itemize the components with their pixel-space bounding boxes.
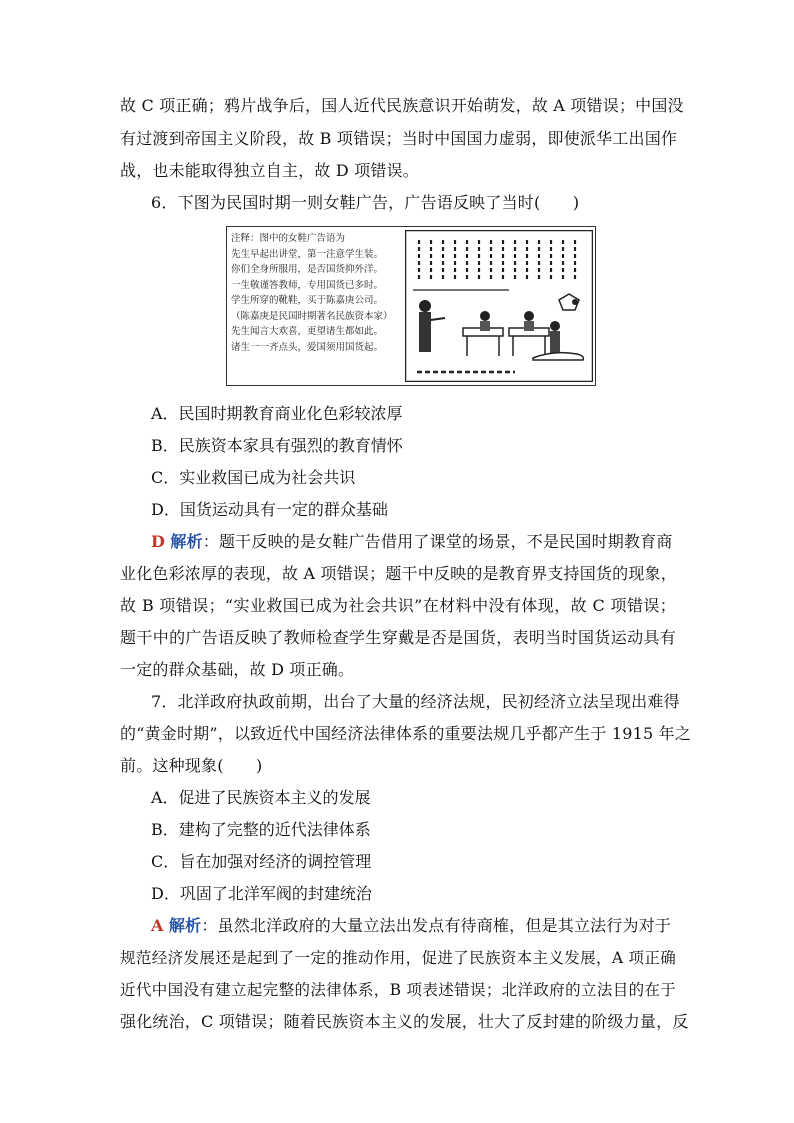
- analysis-line: 故 B 项错误；“实业救国已成为社会共识”在材料中没有体现，故 C 项错误；: [120, 596, 676, 615]
- intro-line: 故 C 项正确；鸦片战争后，国人近代民族意识开始萌发，故 A 项错误；中国没: [120, 96, 684, 115]
- analysis-text: ：虽然北洋政府的大量立法出发点有待商榷，但是其立法行为对于: [201, 916, 672, 935]
- question-6-option-d: D．国货运动具有一定的群众基础: [151, 500, 388, 519]
- question-7-option-a: A．促进了民族资本主义的发展: [151, 788, 371, 807]
- analysis-line: 规范经济发展还是起到了一定的推动作用，促进了民族资本主义发展，A 项正确: [120, 949, 676, 967]
- analysis-text: ：题干反映的是女鞋广告借用了课堂的场景，不是民国时期教育商: [202, 532, 673, 551]
- shoe-advertisement-figure: [226, 226, 596, 386]
- question-7-option-c: C．旨在加强对经济的调控管理: [151, 852, 372, 871]
- figure-note-line: 你们全身所服用，是否国货抑外洋。: [231, 264, 384, 275]
- question-6-option-b: B．民族资本家具有强烈的教育情怀: [151, 436, 403, 455]
- question-7-analysis-first-line: [151, 916, 676, 936]
- figure-note-line: 诸生一一齐点头，爱国须用国货起。: [231, 341, 384, 353]
- question-6-stem: 6．下图为民国时期一则女鞋广告，广告语反映了当时( ): [151, 193, 580, 212]
- intro-line: 有过渡到帝国主义阶段，故 B 项错误；当时中国国力虚弱，即使派华工出国作: [120, 129, 678, 148]
- figure-note-line: 先生早起出讲堂，第一注意学生装。: [231, 248, 384, 260]
- figure-note-line: （陈嘉庚是民国时期著名民族资本家）: [231, 310, 393, 322]
- analysis-line: 业化色彩浓厚的表现，故 A 项错误；题干中反映的是教育界支持国货的现象，: [120, 564, 677, 583]
- question-7-answer: A: [151, 916, 164, 935]
- analysis-line: 题干中的广告语反映了教师检查学生穿戴是否是国货，表明当时国货运动具有: [120, 628, 676, 647]
- figure-note-line: 先生闻言大欢喜，更望诸生都如此。: [231, 326, 384, 337]
- question-7-stem-line: 7．北洋政府执政前期，出台了大量的经济法规，民初经济立法呈现出难得: [151, 692, 680, 711]
- question-7-stem-line: 的“黄金时期”，以致近代中国经济法律体系的重要法规几乎都产生于 1915 年之: [120, 724, 692, 743]
- figure-note-line: 注释：图中的女鞋广告语为: [231, 233, 346, 244]
- question-6-analysis-label: 解析: [170, 532, 203, 551]
- figure-note-line: 一生敬谨答教师，专用国货已多时。: [231, 279, 384, 291]
- question-7-option-b: B．建构了完整的近代法律体系: [151, 820, 371, 839]
- classroom-advert-illustration: [405, 230, 593, 382]
- question-6-option-a: A．民国时期教育商业化色彩较浓厚: [151, 404, 403, 423]
- question-7-analysis-label: 解析: [168, 916, 202, 935]
- question-6-analysis-first-line: [151, 532, 676, 552]
- analysis-line: 一定的群众基础，故 D 项正确。: [120, 660, 355, 679]
- analysis-line: 近代中国没有建立起完整的法律体系，B 项表述错误；北洋政府的立法目的在于: [120, 981, 676, 999]
- analysis-line: 强化统治，C 项错误；随着民族资本主义的发展，壮大了反封建的阶级力量，反: [120, 1012, 689, 1031]
- question-7-stem-line: 前。这种现象( ): [120, 756, 263, 775]
- figure-note: [231, 231, 401, 355]
- intro-line: 战，也未能取得独立自主，故 D 项错误。: [120, 161, 420, 180]
- question-6-answer: D: [151, 532, 166, 551]
- question-7-option-d: D．巩固了北洋军阀的封建统治: [151, 884, 372, 903]
- question-6-option-c: C．实业救国已成为社会共识: [151, 468, 356, 487]
- figure-note-line: 学生所穿的靴鞋，买于陈嘉庚公司。: [231, 295, 384, 306]
